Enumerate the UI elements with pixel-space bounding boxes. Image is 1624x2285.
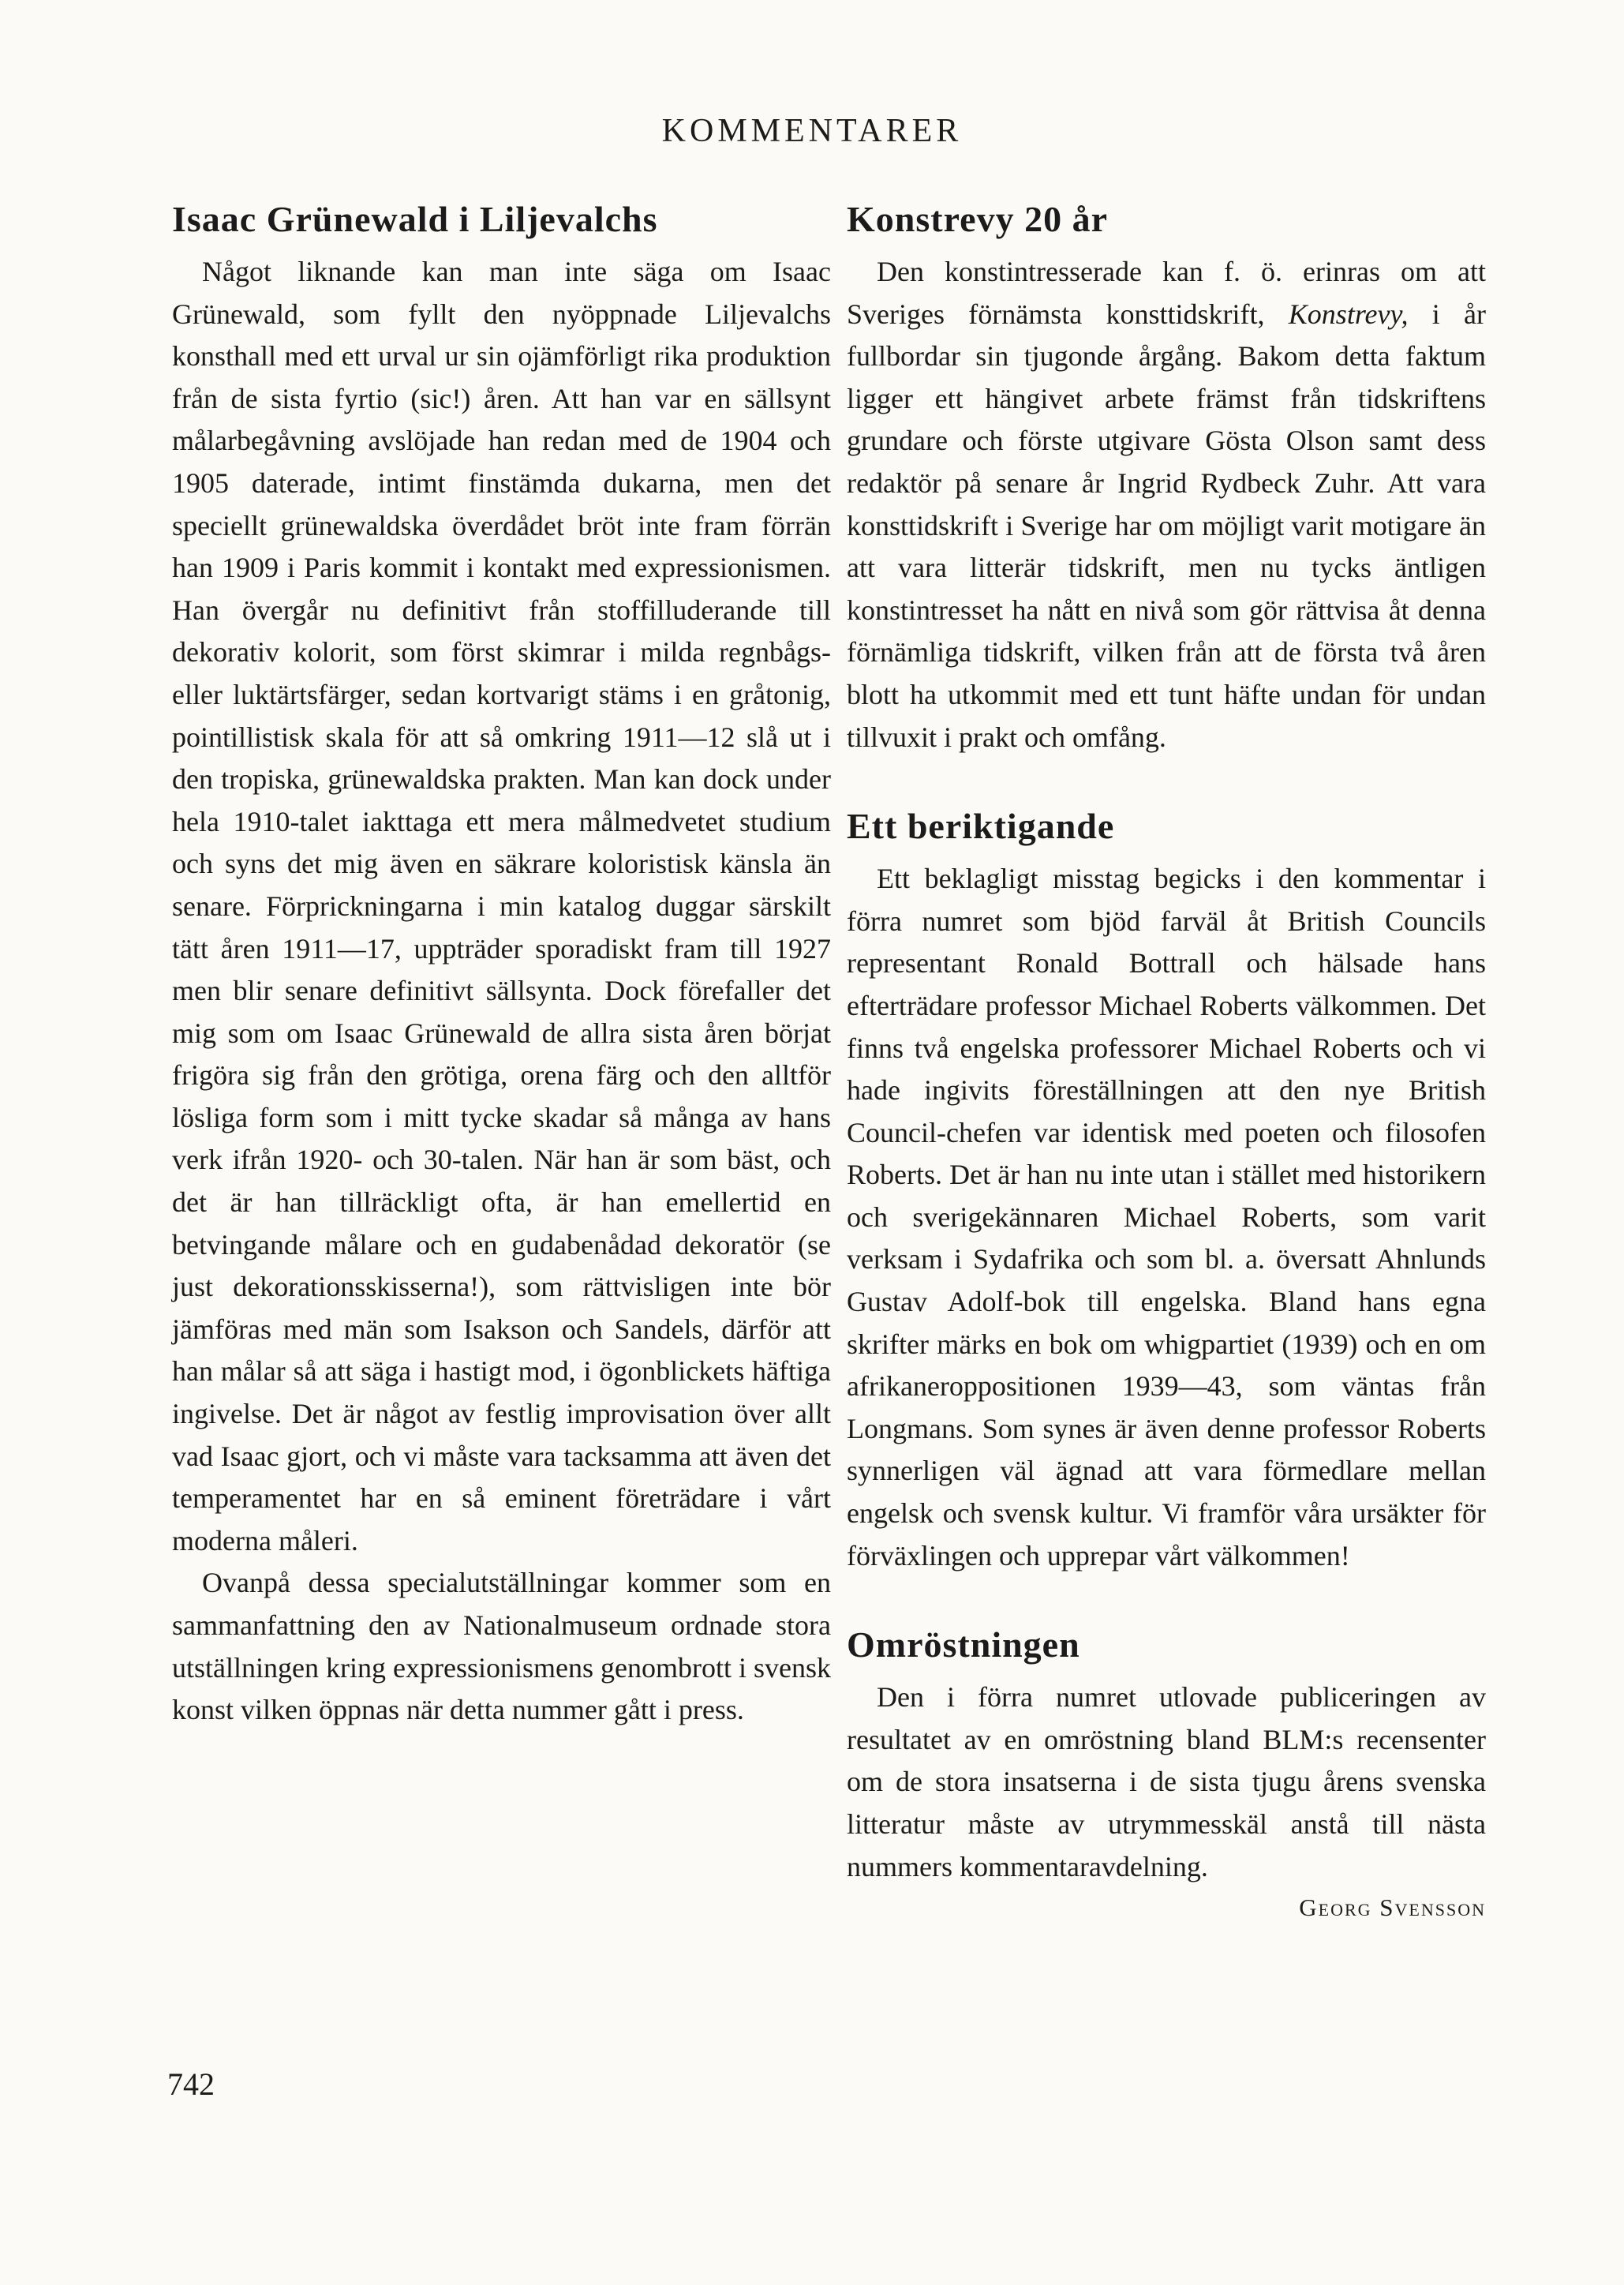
paragraph-grunewald: Något liknande kan man inte säga om Isaac Grünewald, som fyllt den nyöppnade Liljevalchs konsthall med ett urval ur sin ojämförligt rika produktion från de sista fyrtio (sic!) åren. Att han var en sällsynt målarbegåvning avslöjade han redan med de 1904 och 1905 daterade, intimt finstämda dukarna, men det speciellt grünewaldska överdådet bröt inte fram förrän han 1909 i Paris kommit i kontakt med expressionismen. Han övergår nu definitivt från stoffilluderande till dekorativ kolorit, som först skimrar i milda regnbågs- eller luktärtsfärger, sedan kortvarigt stäms i en gråtonig, pointillistisk skala för att så omkring 1911—12 slå ut i den tropiska, grünewaldska prakten. Man kan dock under hela 1910-talet iakttaga ett mera målmedvetet studium och syns det mig även en säkrare koloristisk känsla än senare. Förprickningarna i min katalog duggar särskilt tätt åren 1911—17, uppträder sporadiskt fram till 1927 men blir senare definitivt sällsynta. Dock förefaller det mig som om Isaac Grünewald de allra sista åren börjat frigöra sig från den grötiga, orena färg och den alltför lösliga form som i mitt tycke skadar så många av hans verk ifrån 1920- och 30-talen. När han är som bäst, och det är han tillräckligt ofta, är han emellertid en betvingande målare och en gudabenådad dekoratör (se just dekorationsskisserna!), som rättvisligen inte bör jämföras med män som Isakson och Sandels, därför att han målar så att säga i hastigt mod, i ögonblickets häftiga ingivelse. Det är något av festlig improvisation över allt vad Isaac gjort, och vi måste vara tacksamma att även det temperamentet har en så eminent företrädare i vårt moderna måleri.: [172, 256, 831, 1556]
page-number: 742: [167, 2066, 215, 2102]
section-heading-beriktigande: Ett beriktigande: [847, 806, 1115, 847]
running-title: KOMMENTARER: [661, 113, 963, 149]
author-signature: Georg Svensson: [1299, 1894, 1486, 1922]
konstrevy-text-start: Den konstintresserade kan f. ö. erinras om att Sveriges förnämsta konsttidskrift,: [847, 256, 1486, 330]
right-column: [847, 197, 1486, 1927]
section-heading-grunewald: Isaac Grünewald i Liljevalchs: [172, 199, 658, 239]
left-column: [172, 197, 831, 1732]
section-heading-omrostningen: Omröstningen: [847, 1624, 1080, 1665]
konstrevy-text-end: i år fullbordar sin tjugonde årgång. Bakom detta faktum ligger ett hängivet arbete främst från tidskriftens grundare och förste utgivare Gösta Olson samt dess redaktör på senare år Ingrid Rydbeck Zuhr. Att vara konsttidskrift i Sverige har om möjligt varit motigare än att vara litterär tidskrift, men nu tycks äntligen konstintresset ha nått en nivå som gör rättvisa åt denna förnämliga tidskrift, vilken från att de första två åren blott ha utkommit med ett tunt häfte undan för undan tillvuxit i prakt och omfång.: [847, 298, 1486, 753]
section-heading-konstrevy: Konstrevy 20 år: [847, 199, 1109, 239]
konstrevy-title-italic: Konstrevy,: [1288, 298, 1409, 330]
paragraph-beriktigande: Ett beklagligt misstag begicks i den kommentar i förra numret som bjöd farväl åt British Councils representant Ronald Bottrall och hälsade hans efterträdare professor Michael Roberts välkommen. Det finns två engelska professorer Michael Roberts och vi hade ingivits föreställningen att den nye British Council-chefen var identisk med poeten och filosofen Roberts. Det är han nu inte utan i stället med historikern och sverigekännaren Michael Roberts, som varit verksam i Sydafrika och som bl. a. översatt Ahnlunds Gustav Adolf-bok till engelska. Bland hans egna skrifter märks en bok om whigpartiet (1939) och en om afrikaneroppositionen 1939—43, som väntas från Longmans. Som synes är även denne professor Roberts synnerligen väl ägnad att vara förmedlare mellan engelsk och svensk kultur. Vi framför våra ursäkter för förväxlingen och upprepar vårt välkommen!: [847, 863, 1486, 1571]
paragraph-specialutstallningar: Ovanpå dessa specialutställningar kommer som en sammanfattning den av Nationalmuseum ordnade stora utställningen kring expressionismens genombrott i svensk konst vilken öppnas när detta nummer gått i press.: [172, 1567, 831, 1726]
paragraph-konstrevy: [847, 251, 1486, 759]
paragraph-omrostningen: Den i förra numret utlovade publiceringen av resultatet av en omröstning bland BLM:s recensenter om de stora insatserna i de sista tjugu årens svenska litteratur måste av utrymmesskäl anstå till nästa nummers kommentaravdelning.: [847, 1681, 1486, 1882]
